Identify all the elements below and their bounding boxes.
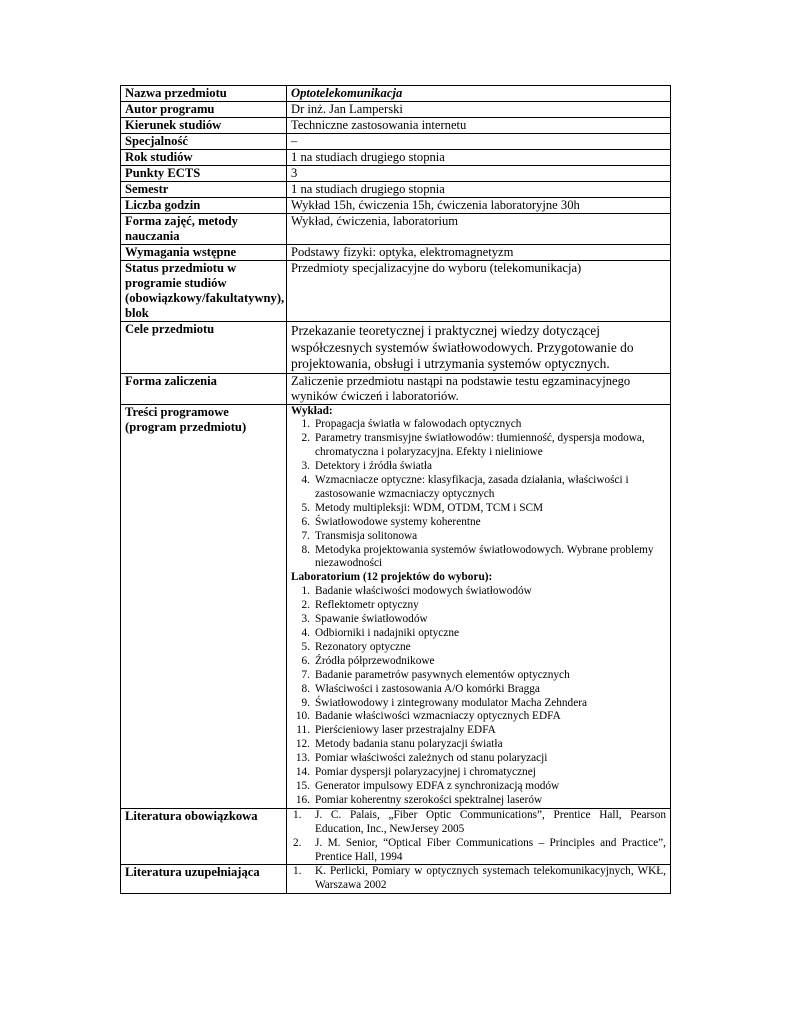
value-subject: Optotelekomunikacja xyxy=(287,86,671,102)
list-number: 4. xyxy=(301,627,310,639)
value-year: 1 na studiach drugiego stopnia xyxy=(287,150,671,166)
list-text: Metodyka projektowania systemów światłowodowych. Wybrane problemy niezawodności xyxy=(315,543,654,570)
lecture-item xyxy=(291,474,666,502)
label-assessment: Forma zaliczenia xyxy=(121,373,287,404)
list-text: Generator impulsowy EDFA z synchronizacją modów xyxy=(315,779,560,792)
list-text: Metody badania stanu polaryzacji światła xyxy=(315,738,503,751)
list-number: 7. xyxy=(301,668,310,681)
row-forms xyxy=(121,214,671,245)
list-text: K. Perlicki, Pomiary w optycznych systemach telekomunikacyjnych, WKŁ, Warszawa 2002 xyxy=(315,865,666,892)
value-hours: Wykład 15h, ćwiczenia 15h, ćwiczenia laboratoryjne 30h xyxy=(287,198,671,214)
lecture-heading: Wykład: xyxy=(291,404,333,417)
literature-required-list xyxy=(291,809,666,865)
list-text: Właściwości i zastosowania A/O komórki Bragga xyxy=(315,682,540,695)
label-content: Treści programowe (program przedmiotu) xyxy=(121,404,287,808)
lab-list xyxy=(291,585,666,808)
lab-item xyxy=(291,697,666,711)
list-text: Światłowodowy i zintegrowany modulator Macha Zehndera xyxy=(315,696,587,709)
value-literature-extra xyxy=(287,865,671,894)
label-specialty: Specjalność xyxy=(121,134,287,150)
value-prereq: Podstawy fizyki: optyka, elektromagnetyzm xyxy=(287,245,671,261)
row-prereq xyxy=(121,245,671,261)
lab-item xyxy=(291,766,666,780)
list-number: 5. xyxy=(301,640,310,653)
lecture-item xyxy=(291,530,666,544)
list-text: Spawanie światłowodów xyxy=(315,613,428,626)
literature-item xyxy=(291,865,666,893)
list-number: 12. xyxy=(295,738,310,751)
list-number: 10. xyxy=(295,710,310,723)
value-ects: 3 xyxy=(287,166,671,182)
list-number: 2. xyxy=(301,432,310,445)
list-text: Reflektometr optyczny xyxy=(315,599,419,612)
row-year xyxy=(121,150,671,166)
row-specialty xyxy=(121,134,671,150)
list-text: Odbiorniki i nadajniki optyczne xyxy=(315,627,460,639)
label-semester: Semestr xyxy=(121,182,287,198)
row-literature-required xyxy=(121,808,671,865)
value-field: Techniczne zastosowania internetu xyxy=(287,118,671,134)
lab-item xyxy=(291,599,666,613)
list-text: Metody multipleksji: WDM, OTDM, TCM i SCM xyxy=(315,501,544,514)
label-goals: Cele przedmiotu xyxy=(121,322,287,374)
lecture-list xyxy=(291,418,666,571)
label-author: Autor programu xyxy=(121,102,287,118)
value-literature-required xyxy=(287,808,671,865)
value-author: Dr inż. Jan Lamperski xyxy=(287,102,671,118)
syllabus-table xyxy=(120,85,671,894)
row-status xyxy=(121,261,671,322)
lab-item xyxy=(291,613,666,627)
list-number: 3. xyxy=(301,460,310,473)
label-year: Rok studiów xyxy=(121,150,287,166)
label-literature-required: Literatura obowiązkowa xyxy=(121,808,287,865)
list-number: 3. xyxy=(301,613,310,626)
label-literature-extra: Literatura uzupełniająca xyxy=(121,865,287,894)
label-ects: Punkty ECTS xyxy=(121,166,287,182)
lab-item xyxy=(291,655,666,669)
row-ects xyxy=(121,166,671,182)
value-goals: Przekazanie teoretycznej i praktycznej wiedzy dotyczącej współczesnych systemów światłowodowych. Przygotowanie do projektowania, obsługi i utrzymania systemów optycznych. xyxy=(287,322,671,374)
list-text: Transmisja solitonowa xyxy=(315,529,418,542)
list-text: Badanie właściwości modowych światłowodów xyxy=(315,585,532,598)
row-semester xyxy=(121,182,671,198)
label-status: Status przedmiotu w programie studiów (obowiązkowy/fakultatywny), blok xyxy=(121,261,287,322)
list-text: Rezonatory optyczne xyxy=(315,640,411,653)
row-field xyxy=(121,118,671,134)
list-text: Wzmacniacze optyczne: klasyfikacja, zasada działania, właściwości i zastosowanie wzmacniaczy optycznych xyxy=(315,474,629,500)
list-number: 2. xyxy=(301,599,310,612)
list-number: 6. xyxy=(301,654,310,667)
list-number: 8. xyxy=(301,682,310,695)
list-number: 1. xyxy=(293,808,302,821)
list-text: Propagacja światła w falowodach optycznych xyxy=(315,418,522,431)
lab-item xyxy=(291,724,666,738)
list-number: 1. xyxy=(301,418,310,431)
literature-item xyxy=(291,809,666,837)
list-number: 5. xyxy=(301,501,310,514)
lab-item xyxy=(291,641,666,655)
lab-item xyxy=(291,669,666,683)
label-subject: Nazwa przedmiotu xyxy=(121,86,287,102)
row-content xyxy=(121,404,671,808)
lecture-item xyxy=(291,460,666,474)
list-text: Pomiar koherentny szerokości spektralnej laserów xyxy=(315,793,543,806)
list-text: Źródła półprzewodnikowe xyxy=(315,654,435,667)
row-literature-extra xyxy=(121,865,671,894)
list-number: 14. xyxy=(295,766,310,779)
lab-item xyxy=(291,627,666,641)
list-text: Badanie właściwości wzmacniaczy optycznych EDFA xyxy=(315,710,561,723)
lecture-item xyxy=(291,418,666,432)
lab-item xyxy=(291,752,666,766)
list-text: J. C. Palais, „Fiber Optic Communications”, Prentice Hall, Pearson Education, Inc., NewJersey 2005 xyxy=(315,808,666,835)
value-forms: Wykład, ćwiczenia, laboratorium xyxy=(287,214,671,245)
list-number: 1. xyxy=(293,865,302,878)
list-number: 1. xyxy=(301,585,310,598)
lecture-item xyxy=(291,432,666,460)
row-goals xyxy=(121,322,671,374)
row-subject xyxy=(121,86,671,102)
list-number: 2. xyxy=(293,836,302,849)
list-number: 8. xyxy=(301,543,310,556)
list-number: 7. xyxy=(301,529,310,542)
list-text: Detektory i źródła światła xyxy=(315,460,433,473)
lab-item xyxy=(291,738,666,752)
lab-item xyxy=(291,780,666,794)
literature-item xyxy=(291,837,666,865)
list-number: 4. xyxy=(301,474,310,487)
row-author xyxy=(121,102,671,118)
lecture-item xyxy=(291,502,666,516)
value-semester: 1 na studiach drugiego stopnia xyxy=(287,182,671,198)
lab-heading: Laboratorium (12 projektów do wyboru): xyxy=(291,571,493,584)
list-number: 15. xyxy=(295,779,310,792)
list-text: Badanie parametrów pasywnych elementów optycznych xyxy=(315,668,570,681)
list-number: 9. xyxy=(301,696,310,709)
value-content xyxy=(287,404,671,808)
lecture-item xyxy=(291,544,666,572)
lab-item xyxy=(291,585,666,599)
value-status: Przedmioty specjalizacyjne do wyboru (telekomunikacja) xyxy=(287,261,671,322)
list-text: J. M. Senior, “Optical Fiber Communications – Principles and Practice”, Prentice Hall, 1994 xyxy=(315,836,666,863)
row-assessment xyxy=(121,373,671,404)
lab-item xyxy=(291,710,666,724)
value-assessment: Zaliczenie przedmiotu nastąpi na podstawie testu egzaminacyjnego wyników ćwiczeń i laboratoriów. xyxy=(287,373,671,404)
row-hours xyxy=(121,198,671,214)
list-text: Pierścieniowy laser przestrajalny EDFA xyxy=(315,724,496,737)
lab-item xyxy=(291,794,666,808)
list-text: Światłowodowe systemy koherentne xyxy=(315,515,481,528)
lecture-item xyxy=(291,516,666,530)
lab-item xyxy=(291,683,666,697)
list-text: Pomiar dyspersji polaryzacyjnej i chromatycznej xyxy=(315,766,536,779)
list-number: 11. xyxy=(296,724,310,737)
list-number: 6. xyxy=(301,515,310,528)
list-text: Parametry transmisyjne światłowodów: tłumienność, dyspersja modowa, chromatyczna i polaryzacyjna. Efekty i nieliniowe xyxy=(315,432,645,459)
label-field: Kierunek studiów xyxy=(121,118,287,134)
list-text: Pomiar właściwości zależnych od stanu polaryzacji xyxy=(315,752,548,765)
label-forms: Forma zajęć, metody nauczania xyxy=(121,214,287,245)
literature-extra-list xyxy=(291,865,666,893)
value-specialty: – xyxy=(287,134,671,150)
label-prereq: Wymagania wstępne xyxy=(121,245,287,261)
list-number: 16. xyxy=(295,793,310,806)
list-number: 13. xyxy=(295,752,310,765)
label-hours: Liczba godzin xyxy=(121,198,287,214)
